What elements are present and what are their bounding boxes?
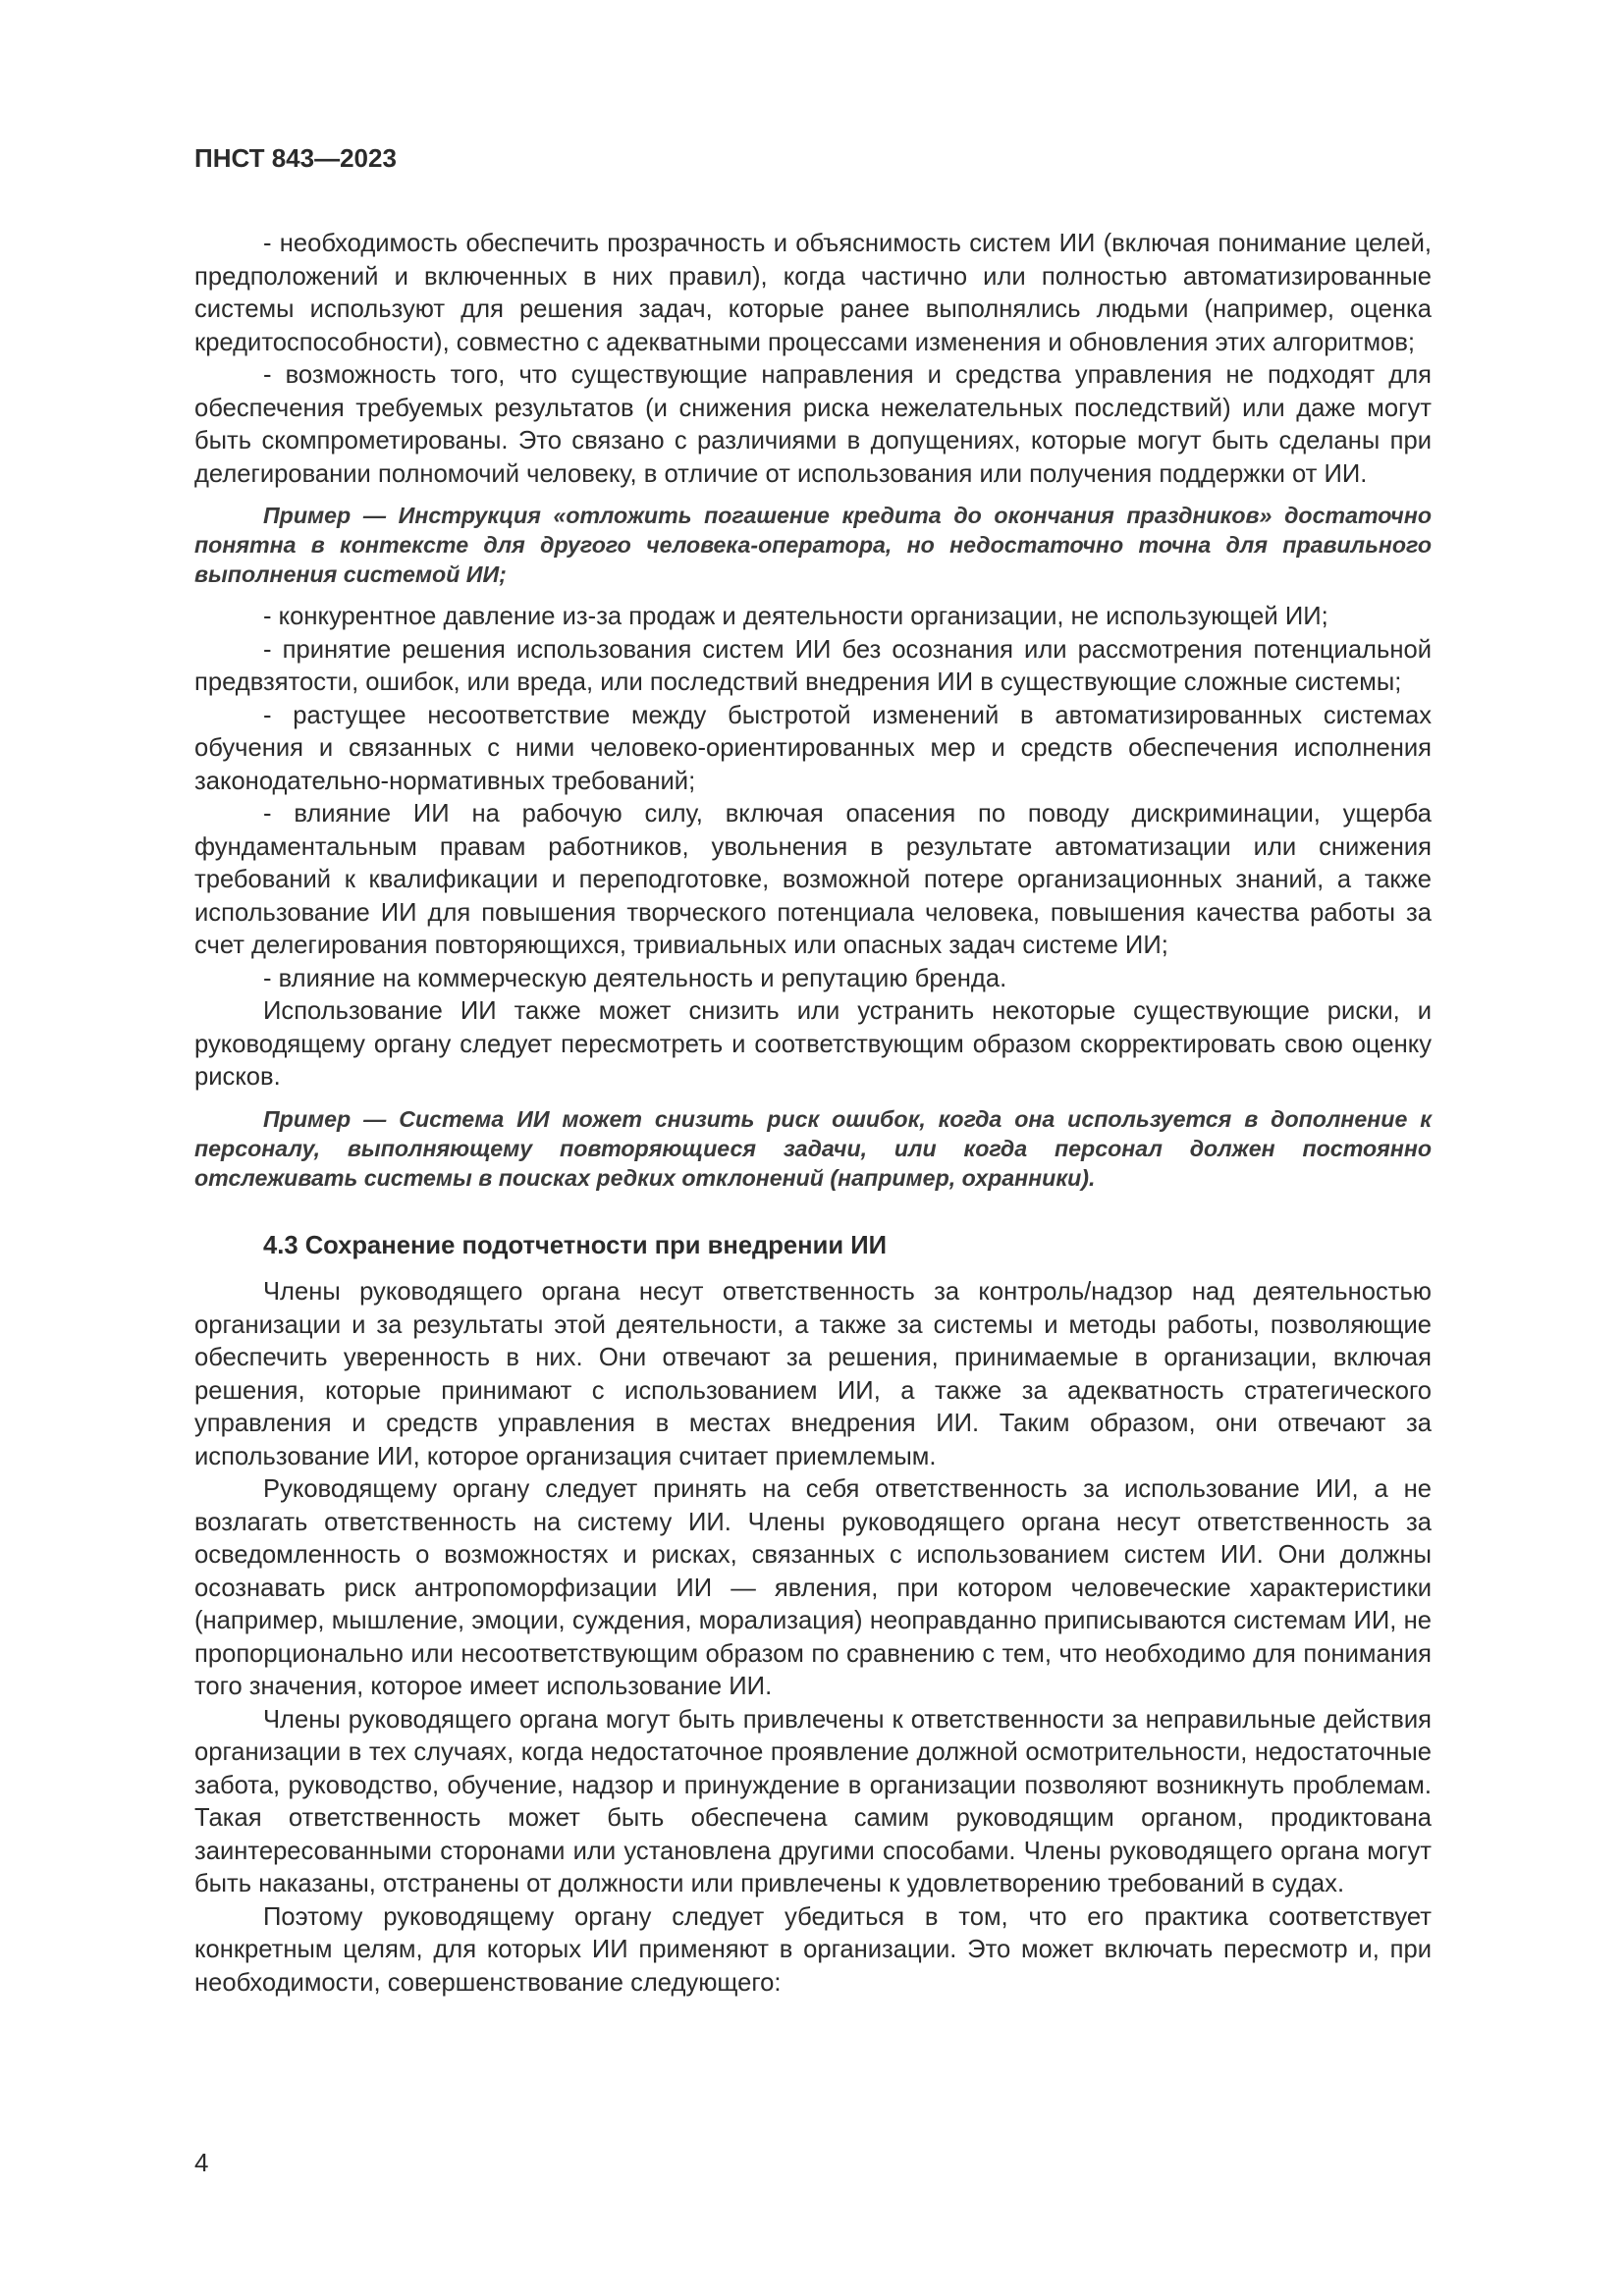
paragraph: Члены руководящего органа могут быть привлечены к ответственности за неправильные действия организации в тех случаях, когда недостаточное проявление должной осмотрительности, недостаточные забота, руководство, обучение, надзор и принуждение в организации позволяют возникнуть проблемам. Такая ответственность может быть обеспечена самим руководящим органом, продиктована заинтересованными сторонами или установлена другими способами. Члены руководящего органа могут быть наказаны, отстранены от должности или привлечены к удовлетворению требований в судах. (194, 1705, 1432, 1897)
list-item: - влияние на коммерческую деятельность и репутацию бренда. (263, 964, 1007, 992)
document-body (194, 228, 1432, 2000)
paragraph: Поэтому руководящему органу следует убедиться в том, что его практика соответствует конкретным целям, для которых ИИ применяют в организации. Это может включать пересмотр и, при необходимости, совершенствование следующего: (194, 1902, 1432, 1997)
list-item: - принятие решения использования систем ИИ без осознания или рассмотрения потенциальной предвзятости, ошибок, или вреда, или последствий внедрения ИИ в существующие сложные системы; (194, 635, 1432, 696)
example-note: Пример — Система ИИ может снизить риск ошибок, когда она используется в дополнение к персоналу, выполняющему повторяющиеся задачи, или когда персонал должен постоянно отслеживать системы в поисках редких отклонений (например, охранники). (194, 1105, 1432, 1191)
list-item: - конкурентное давление из-за продаж и деятельности организации, не использующей ИИ; (263, 603, 1328, 630)
paragraph: Использование ИИ также может снизить или устранить некоторые существующие риски, и руководящему органу следует пересмотреть и соответствующим образом скорректировать свою оценку рисков. (194, 997, 1432, 1091)
list-item: - растущее несоответствие между быстротой изменений в автоматизированных системах обучения и связанных с ними человеко-ориентированных мер и средств обеспечения исполнения законодательно-нормативных требований; (194, 701, 1432, 795)
page-number: 4 (194, 2148, 209, 2177)
example-note: Пример — Инструкция «отложить погашение кредита до окончания праздников» достаточно понятна в контексте для другого человека-оператора, но недостаточно точна для правильного выполнения системой ИИ; (194, 503, 1432, 587)
list-item: - необходимость обеспечить прозрачность и объяснимость систем ИИ (включая понимание целей, предположений и включенных в них правил), когда частично или полностью автоматизированные системы используют для решения задач, которые ранее выполнялись людьми (например, оценка кредитоспособности), совместно с адекватными процессами изменения и обновления этих алгоритмов; (194, 230, 1432, 356)
paragraph: Руководящему органу следует принять на себя ответственность за использование ИИ, а не возлагать ответственность на систему ИИ. Члены руководящего органа несут ответственность за осведомленность о возможностях и рисках, связанных с использованием систем ИИ. Они должны осознавать риск антропоморфизации ИИ — явления, при котором человеческие характеристики (например, мышление, эмоции, суждения, морализация) неоправданно приписываются системам ИИ, не пропорционально или несоответствующим образом по сравнению с тем, что необходимо для понимания того значения, которое имеет использование ИИ. (194, 1475, 1432, 1700)
list-item: - возможность того, что существующие направления и средства управления не подходят для обеспечения требуемых результатов (и снижения риска нежелательных последствий) или даже могут быть скомпрометированы. Это связано с различиями в допущениях, которые могут быть сделаны при делегировании полномочий человеку, в отличие от использования или получения поддержки от ИИ. (194, 361, 1432, 488)
list-item: - влияние ИИ на рабочую силу, включая опасения по поводу дискриминации, ущерба фундаментальным правам работников, увольнения в результате автоматизации или снижения требований к квалификации и переподготовке, возможной потере организационных знаний, а также использование ИИ для повышения творческого потенциала человека, повышения качества работы за счет делегирования повторяющихся, тривиальных или опасных задач системе ИИ; (194, 800, 1432, 959)
document-code-header: ПНСТ 843—2023 (194, 143, 397, 173)
section-heading: 4.3 Сохранение подотчетности при внедрении ИИ (263, 1231, 887, 1259)
paragraph: Члены руководящего органа несут ответственность за контроль/надзор над деятельностью организации и за результаты этой деятельности, а также за системы и методы работы, позволяющие обеспечить уверенность в них. Они отвечают за решения, принимаемые в организации, включая решения, которые принимают с использованием ИИ, а также за адекватность стратегического управления и средств управления в местах внедрения ИИ. Таким образом, они отвечают за использование ИИ, которое организация считает приемлемым. (194, 1278, 1432, 1470)
